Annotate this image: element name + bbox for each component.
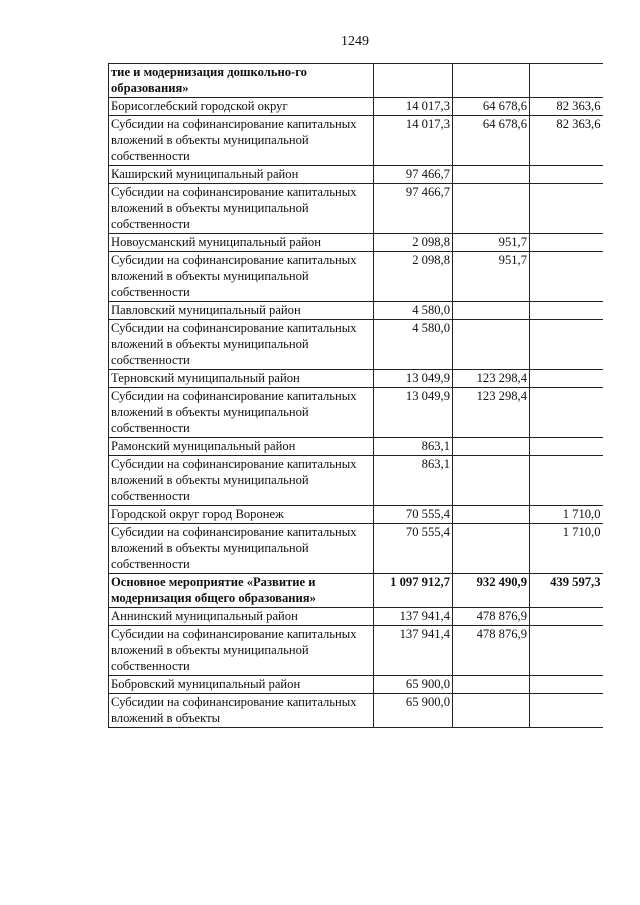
value-cell-col2 bbox=[453, 506, 530, 524]
value-cell-col1: 4 580,0 bbox=[374, 320, 453, 370]
value-cell-col3 bbox=[530, 608, 603, 626]
value-cell-col3 bbox=[530, 626, 603, 676]
page-number: 1249 bbox=[341, 34, 369, 49]
item-name-cell: Терновский муниципальный район bbox=[109, 370, 374, 388]
value-cell-col2 bbox=[453, 302, 530, 320]
value-cell-col2 bbox=[453, 676, 530, 694]
value-cell-col2: 932 490,9 bbox=[453, 574, 530, 608]
value-cell-col1: 2 098,8 bbox=[374, 252, 453, 302]
table-row bbox=[109, 694, 603, 728]
item-name-cell: Субсидии на софинансирование капитальных вложений в объекты муниципальной собственности bbox=[109, 626, 374, 676]
table-row bbox=[109, 234, 603, 252]
item-name-cell: Городской округ город Воронеж bbox=[109, 506, 374, 524]
value-cell-col1: 13 049,9 bbox=[374, 388, 453, 438]
table-row bbox=[109, 116, 603, 166]
table-row bbox=[109, 320, 603, 370]
item-name-cell: Павловский муниципальный район bbox=[109, 302, 374, 320]
item-name-cell: Каширский муниципальный район bbox=[109, 166, 374, 184]
value-cell-col2: 478 876,9 bbox=[453, 608, 530, 626]
value-cell-col2 bbox=[453, 320, 530, 370]
value-cell-col3: 82 363,6 bbox=[530, 98, 603, 116]
value-cell-col2: 123 298,4 bbox=[453, 370, 530, 388]
value-cell-col3: 1 710,0 bbox=[530, 506, 603, 524]
table-row bbox=[109, 166, 603, 184]
value-cell-col1: 1 097 912,7 bbox=[374, 574, 453, 608]
value-cell-col2 bbox=[453, 524, 530, 574]
item-name-cell: Субсидии на софинансирование капитальных вложений в объекты муниципальной собственности bbox=[109, 388, 374, 438]
item-name-cell: Субсидии на софинансирование капитальных вложений в объекты муниципальной собственности bbox=[109, 116, 374, 166]
item-name-cell: Основное мероприятие «Развитие и модернизация общего образования» bbox=[109, 574, 374, 608]
value-cell-col1 bbox=[374, 64, 453, 98]
value-cell-col2 bbox=[453, 438, 530, 456]
value-cell-col2 bbox=[453, 64, 530, 98]
table-row bbox=[109, 506, 603, 524]
value-cell-col3: 1 710,0 bbox=[530, 524, 603, 574]
value-cell-col3 bbox=[530, 694, 603, 728]
item-name-cell: Субсидии на софинансирование капитальных вложений в объекты муниципальной собственности bbox=[109, 320, 374, 370]
table-row bbox=[109, 370, 603, 388]
value-cell-col2 bbox=[453, 694, 530, 728]
table-row bbox=[109, 456, 603, 506]
value-cell-col1: 70 555,4 bbox=[374, 524, 453, 574]
value-cell-col3 bbox=[530, 676, 603, 694]
value-cell-col1: 14 017,3 bbox=[374, 116, 453, 166]
value-cell-col1: 97 466,7 bbox=[374, 184, 453, 234]
item-name-cell: Борисоглебский городской округ bbox=[109, 98, 374, 116]
item-name-cell: Бобровский муниципальный район bbox=[109, 676, 374, 694]
item-name-cell: Рамонский муниципальный район bbox=[109, 438, 374, 456]
value-cell-col1: 65 900,0 bbox=[374, 676, 453, 694]
table-row bbox=[109, 184, 603, 234]
value-cell-col2 bbox=[453, 184, 530, 234]
value-cell-col3: 82 363,6 bbox=[530, 116, 603, 166]
value-cell-col1: 65 900,0 bbox=[374, 694, 453, 728]
value-cell-col3 bbox=[530, 302, 603, 320]
table-row bbox=[109, 252, 603, 302]
value-cell-col3 bbox=[530, 388, 603, 438]
item-name-cell: Субсидии на софинансирование капитальных вложений в объекты муниципальной собственности bbox=[109, 252, 374, 302]
value-cell-col1: 863,1 bbox=[374, 438, 453, 456]
value-cell-col1: 14 017,3 bbox=[374, 98, 453, 116]
item-name-cell: Субсидии на софинансирование капитальных вложений в объекты муниципальной собственности bbox=[109, 524, 374, 574]
value-cell-col2 bbox=[453, 166, 530, 184]
table-row bbox=[109, 98, 603, 116]
table-row bbox=[109, 388, 603, 438]
value-cell-col3 bbox=[530, 370, 603, 388]
value-cell-col1: 97 466,7 bbox=[374, 166, 453, 184]
value-cell-col1: 137 941,4 bbox=[374, 626, 453, 676]
value-cell-col2: 64 678,6 bbox=[453, 116, 530, 166]
table-row bbox=[109, 524, 603, 574]
value-cell-col1: 2 098,8 bbox=[374, 234, 453, 252]
value-cell-col3: 439 597,3 bbox=[530, 574, 603, 608]
value-cell-col3 bbox=[530, 320, 603, 370]
value-cell-col1: 4 580,0 bbox=[374, 302, 453, 320]
value-cell-col3 bbox=[530, 64, 603, 98]
value-cell-col2: 478 876,9 bbox=[453, 626, 530, 676]
item-name-cell: Аннинский муниципальный район bbox=[109, 608, 374, 626]
value-cell-col2: 123 298,4 bbox=[453, 388, 530, 438]
value-cell-col3 bbox=[530, 252, 603, 302]
item-name-cell: Субсидии на софинансирование капитальных вложений в объекты муниципальной собственности bbox=[109, 184, 374, 234]
table-row bbox=[109, 608, 603, 626]
budget-table bbox=[108, 63, 603, 728]
item-name-cell: Субсидии на софинансирование капитальных вложений в объекты муниципальной собственности bbox=[109, 456, 374, 506]
value-cell-col1: 137 941,4 bbox=[374, 608, 453, 626]
value-cell-col2 bbox=[453, 456, 530, 506]
table-row bbox=[109, 438, 603, 456]
value-cell-col2: 64 678,6 bbox=[453, 98, 530, 116]
table-row bbox=[109, 64, 603, 98]
value-cell-col3 bbox=[530, 184, 603, 234]
value-cell-col2: 951,7 bbox=[453, 234, 530, 252]
value-cell-col3 bbox=[530, 456, 603, 506]
value-cell-col1: 13 049,9 bbox=[374, 370, 453, 388]
value-cell-col3 bbox=[530, 166, 603, 184]
table-row bbox=[109, 626, 603, 676]
value-cell-col3 bbox=[530, 234, 603, 252]
table-row bbox=[109, 676, 603, 694]
table-row bbox=[109, 574, 603, 608]
item-name-cell: тие и модернизация дошкольно-го образования» bbox=[109, 64, 374, 98]
budget-table-body bbox=[109, 64, 603, 728]
value-cell-col3 bbox=[530, 438, 603, 456]
value-cell-col1: 863,1 bbox=[374, 456, 453, 506]
value-cell-col2: 951,7 bbox=[453, 252, 530, 302]
item-name-cell: Субсидии на софинансирование капитальных вложений в объекты bbox=[109, 694, 374, 728]
value-cell-col1: 70 555,4 bbox=[374, 506, 453, 524]
table-row bbox=[109, 302, 603, 320]
item-name-cell: Новоусманский муниципальный район bbox=[109, 234, 374, 252]
